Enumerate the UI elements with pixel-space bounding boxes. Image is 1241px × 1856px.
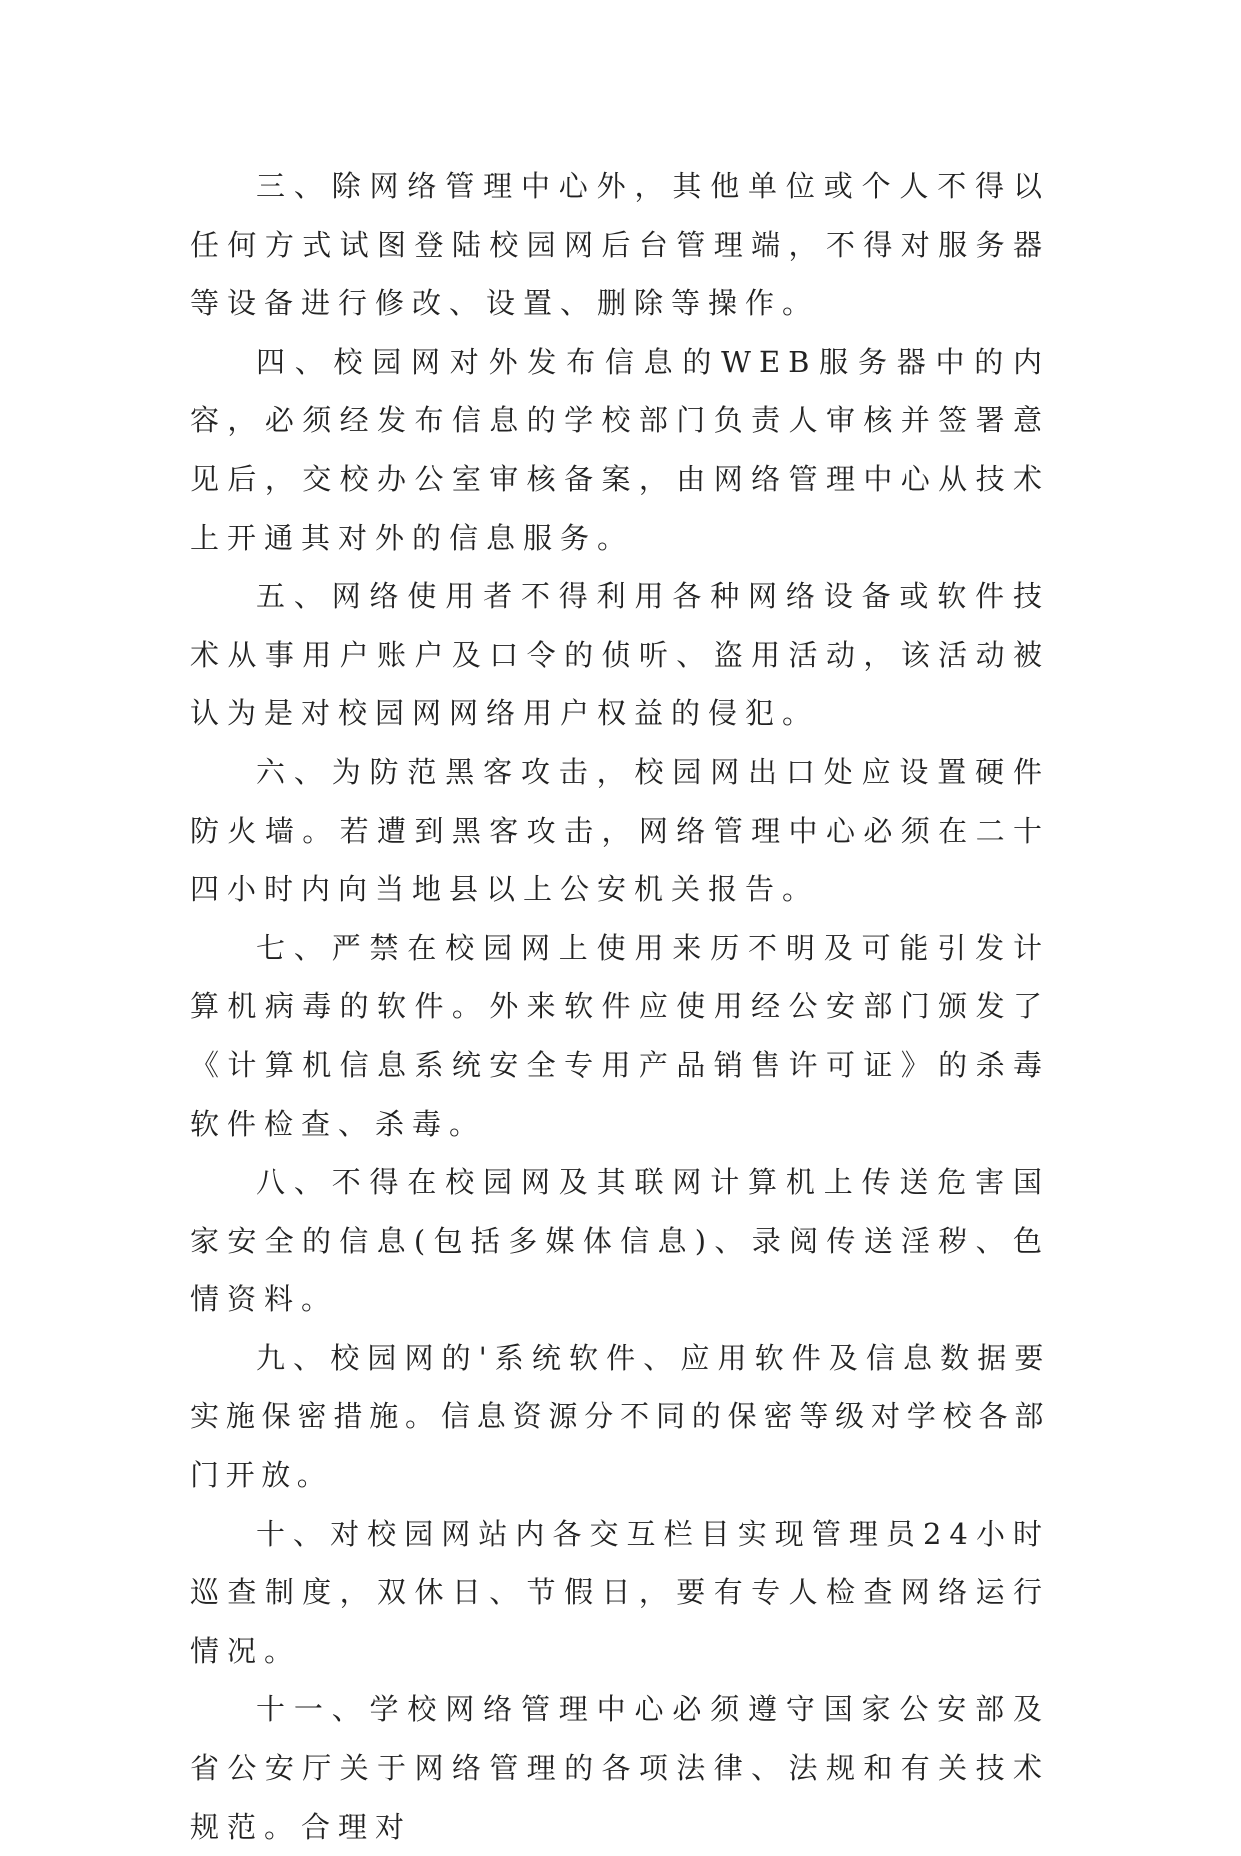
paragraph-11: 十一、学校网络管理中心必须遵守国家公安部及省公安厅关于网络管理的各项法律、法规和有关技术规范。合理对 <box>190 1692 1050 1844</box>
paragraph-7: 七、严禁在校园网上使用来历不明及可能引发计算机病毒的软件。外来软件应使用经公安部门颁发了《计算机信息系统安全专用产品销售许可证》的杀毒软件检查、杀毒。 <box>190 930 1050 1141</box>
document-page <box>190 157 1050 1856</box>
paragraph-8: 八、不得在校园网及其联网计算机上传送危害国家安全的信息(包括多媒体信息)、录阅传送淫秽、色情资料。 <box>190 1165 1050 1317</box>
paragraph-6: 六、为防范黑客攻击，校园网出口处应设置硬件防火墙。若遭到黑客攻击，网络管理中心必须在二十四小时内向当地县以上公安机关报告。 <box>190 754 1050 907</box>
paragraph-10: 十、对校园网站内各交互栏目实现管理员24小时巡查制度，双休日、节假日，要有专人检查网络运行情况。 <box>190 1516 1050 1668</box>
paragraph-5: 五、网络使用者不得利用各种网络设备或软件技术从事用户账户及口令的侦听、盗用活动，该活动被认为是对校园网网络用户权益的侵犯。 <box>190 579 1050 731</box>
paragraph-9: 九、校园网的'系统软件、应用软件及信息数据要实施保密措施。信息资源分不同的保密等级对学校各部门开放。 <box>190 1340 1050 1493</box>
paragraph-4: 四、校园网对外发布信息的WEB服务器中的内容，必须经发布信息的学校部门负责人审核并签署意见后，交校办公室审核备案，由网络管理中心从技术上开通其对外的信息服务。 <box>190 344 1050 555</box>
paragraph-3: 三、除网络管理中心外，其他单位或个人不得以任何方式试图登陆校园网后台管理端，不得对服务器等设备进行修改、设置、删除等操作。 <box>190 169 1050 321</box>
